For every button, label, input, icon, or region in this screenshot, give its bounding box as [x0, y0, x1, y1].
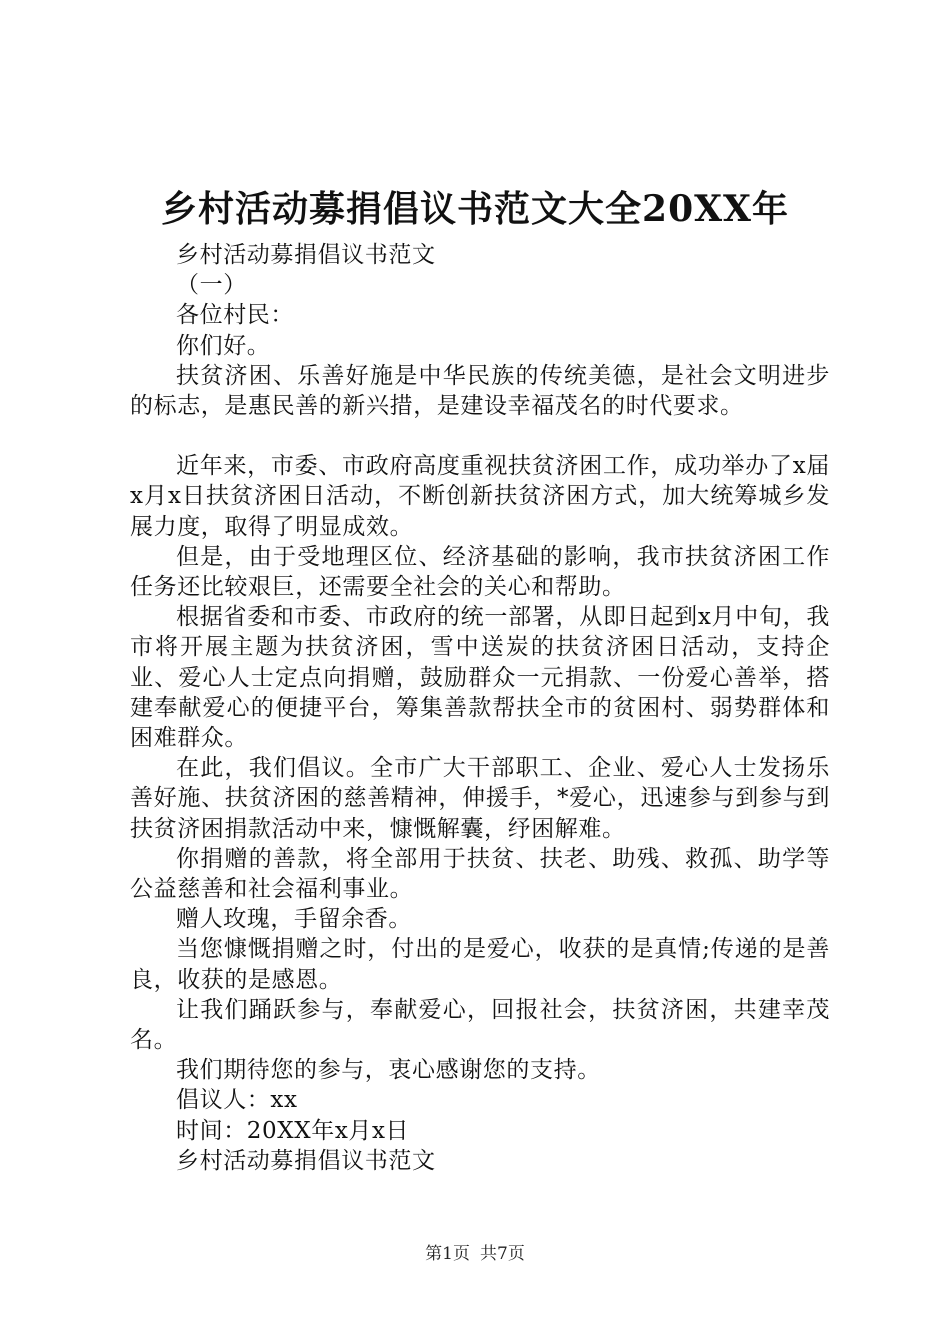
paragraph: 在此，我们倡议。全市广大干部职工、企业、爱心人士发扬乐善好施、扶贫济困的慈善精神，伸援手，*爱心，迅速参与到参与到扶贫济困捐款活动中来，慷慨解囊，纾困解难。: [130, 755, 830, 842]
paragraph-next-title: 乡村活动募捐倡议书范文: [176, 1147, 436, 1174]
paragraph: 赠人玫瑰，手留余香。: [176, 906, 412, 933]
paragraph: 但是，由于受地理区位、经济基础的影响，我市扶贫济困工作任务还比较艰巨，还需要全社会的关心和帮助。: [130, 543, 830, 601]
document-title: 乡村活动募捐倡议书范文大全20XX年: [161, 188, 789, 230]
paragraph: 我们期待您的参与，衷心感谢您的支持。: [176, 1057, 601, 1084]
page-footer: [0, 1242, 950, 1266]
paragraph: 让我们踊跃参与，奉献爱心，回报社会，扶贫济困，共建幸茂名。: [130, 996, 830, 1054]
paragraph-date: 时间：20XX年x月x日: [176, 1117, 410, 1144]
paragraph: 你捐赠的善款，将全部用于扶贫、扶老、助残、救孤、助学等公益慈善和社会福利事业。: [130, 845, 830, 903]
paragraph-salutation: 各位村民：: [176, 302, 294, 329]
document-body: [130, 240, 830, 1176]
paragraph-greeting: 你们好。: [176, 332, 271, 359]
paragraph: 近年来，市委、市政府高度重视扶贫济困工作，成功举办了x届x月x日扶贫济困日活动，不断创新扶贫济困方式，加大统筹城乡发展力度，取得了明显成效。: [130, 453, 830, 540]
page-number: 第1页: [425, 1244, 470, 1264]
paragraph: 根据省委和市委、市政府的统一部署，从即日起到x月中旬，我市将开展主题为扶贫济困，雪中送炭的扶贫济困日活动，支持企业、爱心人士定点向捐赠，鼓励群众一元捐款、一份爱心善举，搭建奉献爱心的便捷平台，筹集善款帮扶全市的贫困村、弱势群体和困难群众。: [130, 604, 830, 752]
paragraph-signer: 倡议人：xx: [176, 1087, 298, 1114]
page-total: 共7页: [480, 1244, 525, 1264]
paragraph-section-number: （一）: [176, 272, 247, 299]
paragraph: 扶贫济困、乐善好施是中华民族的传统美德，是社会文明进步的标志，是惠民善的新兴措，是建设幸福茂名的时代要求。: [130, 362, 830, 420]
paragraph: 当您慷慨捐赠之时，付出的是爱心，收获的是真情;传递的是善良，收获的是感恩。: [130, 936, 830, 993]
paragraph-subtitle: 乡村活动募捐倡议书范文: [176, 242, 436, 268]
